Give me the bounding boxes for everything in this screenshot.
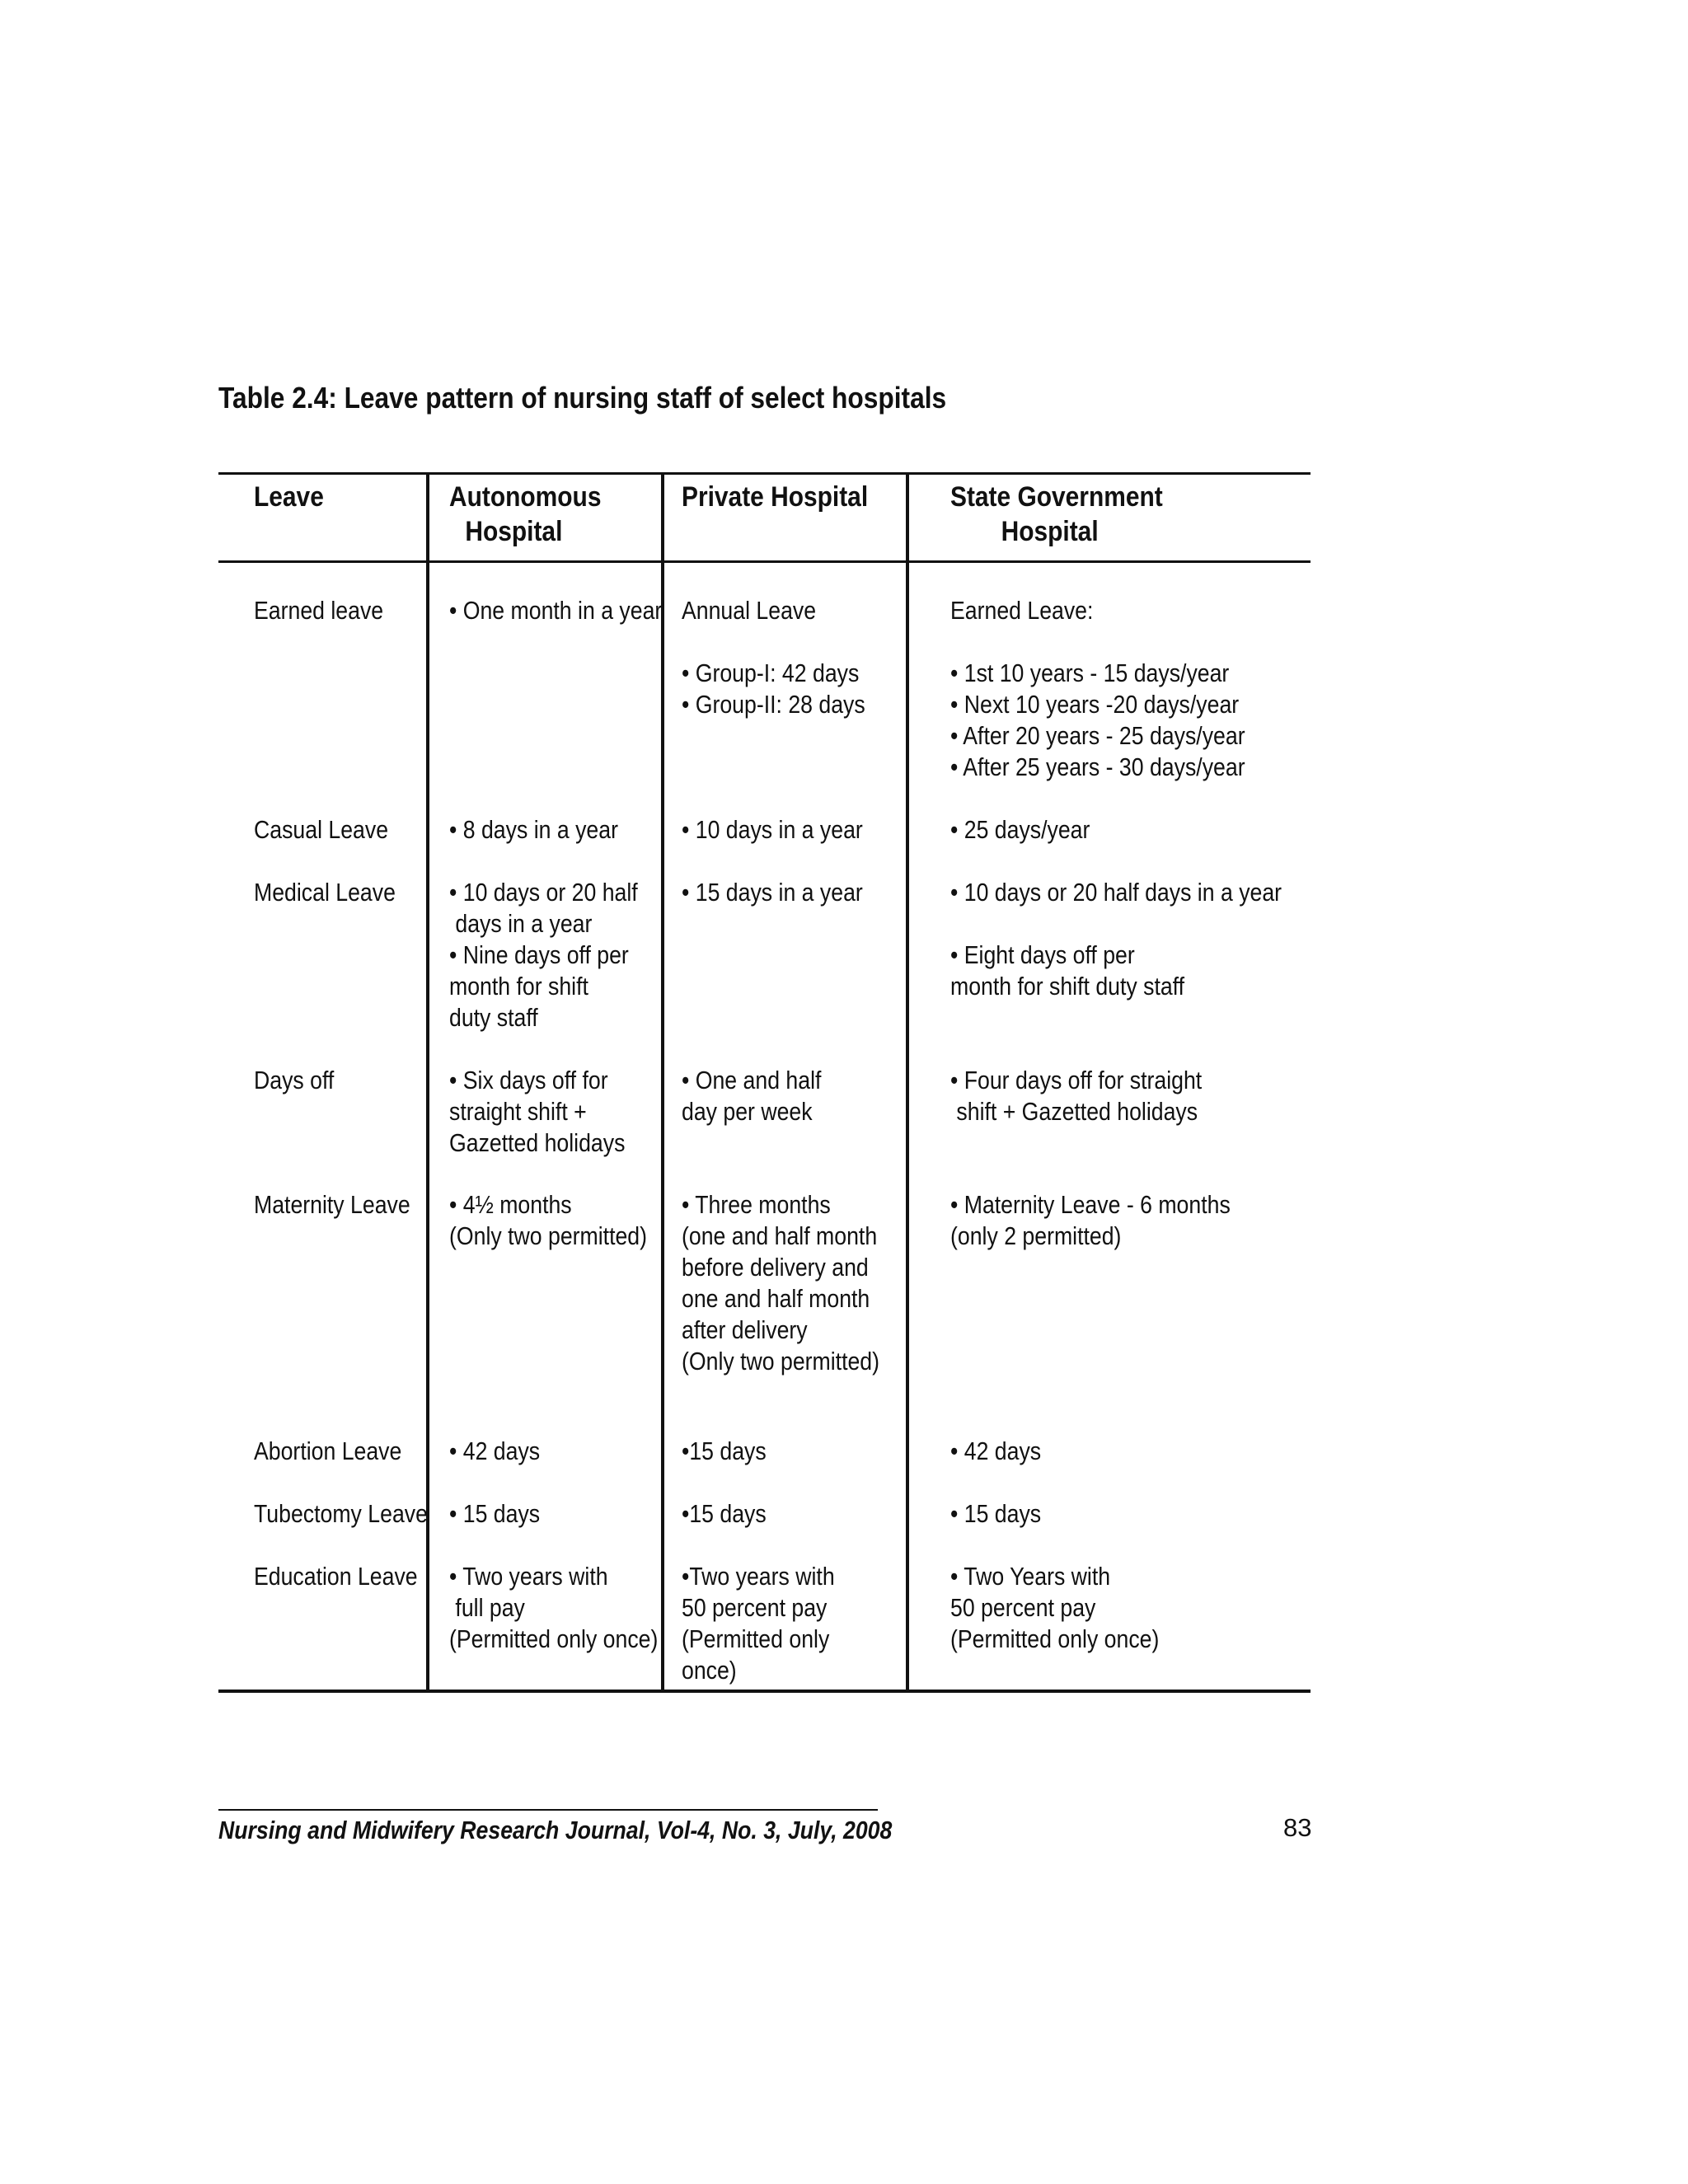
cell-line: before delivery and xyxy=(682,1253,869,1282)
cell-line: • Eight days off per xyxy=(950,940,1135,969)
cell-line: • 15 days xyxy=(950,1499,1042,1528)
cell-state xyxy=(950,877,1282,1002)
cell-line: duty staff xyxy=(449,1003,538,1032)
cell-line: • Group-II: 28 days xyxy=(682,690,865,719)
table-caption: Table 2.4: Leave pattern of nursing staff of select hospitals xyxy=(218,381,947,415)
cell-line xyxy=(950,626,1245,658)
header-state-government-hospital xyxy=(950,480,1163,549)
header-autonomous-hospital xyxy=(449,480,601,549)
cell-line: • 1st 10 years - 15 days/year xyxy=(950,658,1230,687)
cell-line: • 42 days xyxy=(950,1436,1042,1465)
cell-autonomous xyxy=(449,814,618,846)
cell-autonomous xyxy=(449,877,638,1033)
cell-line: full pay xyxy=(449,1593,525,1622)
cell-leave xyxy=(254,814,388,846)
cell-line: • One month in a year xyxy=(449,596,663,625)
cell-line: 50 percent pay xyxy=(682,1593,828,1622)
cell-line: (Permitted only xyxy=(682,1624,830,1653)
cell-line: month for shift xyxy=(449,972,588,1001)
cell-line: shift + Gazetted holidays xyxy=(950,1097,1198,1126)
cell-line: Earned Leave: xyxy=(950,596,1094,625)
cell-line: • Three months xyxy=(682,1190,831,1219)
cell-state xyxy=(950,1436,1041,1467)
cell-line: • Two Years with xyxy=(950,1562,1111,1591)
cell-line: • Maternity Leave - 6 months xyxy=(950,1190,1231,1219)
cell-state xyxy=(950,814,1090,846)
cell-leave xyxy=(254,595,383,626)
cell-autonomous xyxy=(449,1065,625,1159)
cell-line: • Six days off for xyxy=(449,1066,608,1094)
cell-state xyxy=(950,1189,1231,1252)
cell-autonomous xyxy=(449,1436,540,1467)
cell-line: month for shift duty staff xyxy=(950,972,1185,1001)
header-line: Private Hospital xyxy=(682,481,869,513)
cell-line: day per week xyxy=(682,1097,813,1126)
cell-private xyxy=(682,595,865,720)
cell-state xyxy=(950,1498,1041,1530)
cell-line: •Two years with xyxy=(682,1562,835,1591)
cell-autonomous xyxy=(449,595,662,626)
cell-line: Gazetted holidays xyxy=(449,1128,626,1157)
cell-state xyxy=(950,1065,1202,1127)
header-line: Hospital xyxy=(1001,516,1099,547)
cell-line: • 10 days or 20 half days in a year xyxy=(950,878,1282,907)
cell-line: straight shift + xyxy=(449,1097,587,1126)
cell-line: •15 days xyxy=(682,1436,767,1465)
cell-private xyxy=(682,814,863,846)
cell-leave xyxy=(254,1498,428,1530)
cell-line: • After 20 years - 25 days/year xyxy=(950,721,1245,750)
page-number: 83 xyxy=(1283,1813,1312,1842)
cell-line xyxy=(950,908,1282,940)
table-bottom-rule xyxy=(218,1690,1311,1693)
cell-line: • 42 days xyxy=(449,1436,541,1465)
cell-line: • One and half xyxy=(682,1066,822,1094)
cell-private xyxy=(682,1436,767,1467)
cell-leave xyxy=(254,1065,334,1096)
table-header-rule xyxy=(218,560,1311,563)
cell-line: (only 2 permitted) xyxy=(950,1221,1122,1250)
cell-private xyxy=(682,877,863,908)
cell-line: Days off xyxy=(254,1066,335,1094)
cell-line: • 25 days/year xyxy=(950,815,1090,844)
cell-line: Education Leave xyxy=(254,1562,418,1591)
cell-line: • After 25 years - 30 days/year xyxy=(950,752,1245,781)
cell-line: Casual Leave xyxy=(254,815,389,844)
cell-line: days in a year xyxy=(449,909,593,938)
cell-line: Tubectomy Leave xyxy=(254,1499,428,1528)
cell-line: • 4½ months xyxy=(449,1190,572,1219)
cell-line: (Only two permitted) xyxy=(682,1347,880,1376)
cell-autonomous xyxy=(449,1498,540,1530)
cell-line: Medical Leave xyxy=(254,878,396,907)
header-line: Hospital xyxy=(465,516,563,547)
cell-line: Maternity Leave xyxy=(254,1190,410,1219)
column-divider-3 xyxy=(906,472,909,1693)
cell-leave xyxy=(254,1561,418,1592)
cell-line: • 8 days in a year xyxy=(449,815,618,844)
table-top-rule xyxy=(218,472,1311,475)
cell-line: • 10 days in a year xyxy=(682,815,863,844)
header-line: Leave xyxy=(254,481,324,513)
cell-line: (Permitted only once) xyxy=(950,1624,1160,1653)
cell-private xyxy=(682,1189,879,1377)
cell-autonomous xyxy=(449,1189,647,1252)
header-line: Autonomous xyxy=(449,481,602,513)
cell-autonomous xyxy=(449,1561,658,1655)
column-divider-2 xyxy=(661,472,664,1693)
cell-line: • Four days off for straight xyxy=(950,1066,1203,1094)
footer-rule xyxy=(218,1809,878,1811)
cell-private xyxy=(682,1498,767,1530)
cell-line: • 10 days or 20 half xyxy=(449,878,638,907)
cell-line: (Permitted only once) xyxy=(449,1624,659,1653)
cell-leave xyxy=(254,1189,410,1221)
cell-state xyxy=(950,595,1245,783)
cell-line: • 15 days xyxy=(449,1499,541,1528)
cell-line: 50 percent pay xyxy=(950,1593,1096,1622)
header-line: State Government xyxy=(950,481,1163,513)
cell-line: (one and half month xyxy=(682,1221,878,1250)
cell-leave xyxy=(254,877,396,908)
header-private-hospital xyxy=(682,480,868,514)
cell-private xyxy=(682,1065,821,1127)
cell-line: •15 days xyxy=(682,1499,767,1528)
cell-line: Abortion Leave xyxy=(254,1436,402,1465)
cell-line: Earned leave xyxy=(254,596,384,625)
cell-line: • 15 days in a year xyxy=(682,878,863,907)
journal-citation: Nursing and Midwifery Research Journal, Vol-4, No. 3, July, 2008 xyxy=(218,1816,893,1844)
cell-line: • Two years with xyxy=(449,1562,608,1591)
cell-line: (Only two permitted) xyxy=(449,1221,648,1250)
cell-line: • Next 10 years -20 days/year xyxy=(950,690,1240,719)
cell-line: • Group-I: 42 days xyxy=(682,658,860,687)
cell-line: • Nine days off per xyxy=(449,940,629,969)
cell-line: once) xyxy=(682,1656,737,1685)
cell-state xyxy=(950,1561,1159,1655)
cell-line: one and half month xyxy=(682,1284,870,1313)
cell-line: Annual Leave xyxy=(682,596,817,625)
cell-line: after delivery xyxy=(682,1315,808,1344)
cell-leave xyxy=(254,1436,401,1467)
cell-private xyxy=(682,1561,835,1686)
header-leave xyxy=(254,480,324,514)
cell-line xyxy=(682,626,865,658)
